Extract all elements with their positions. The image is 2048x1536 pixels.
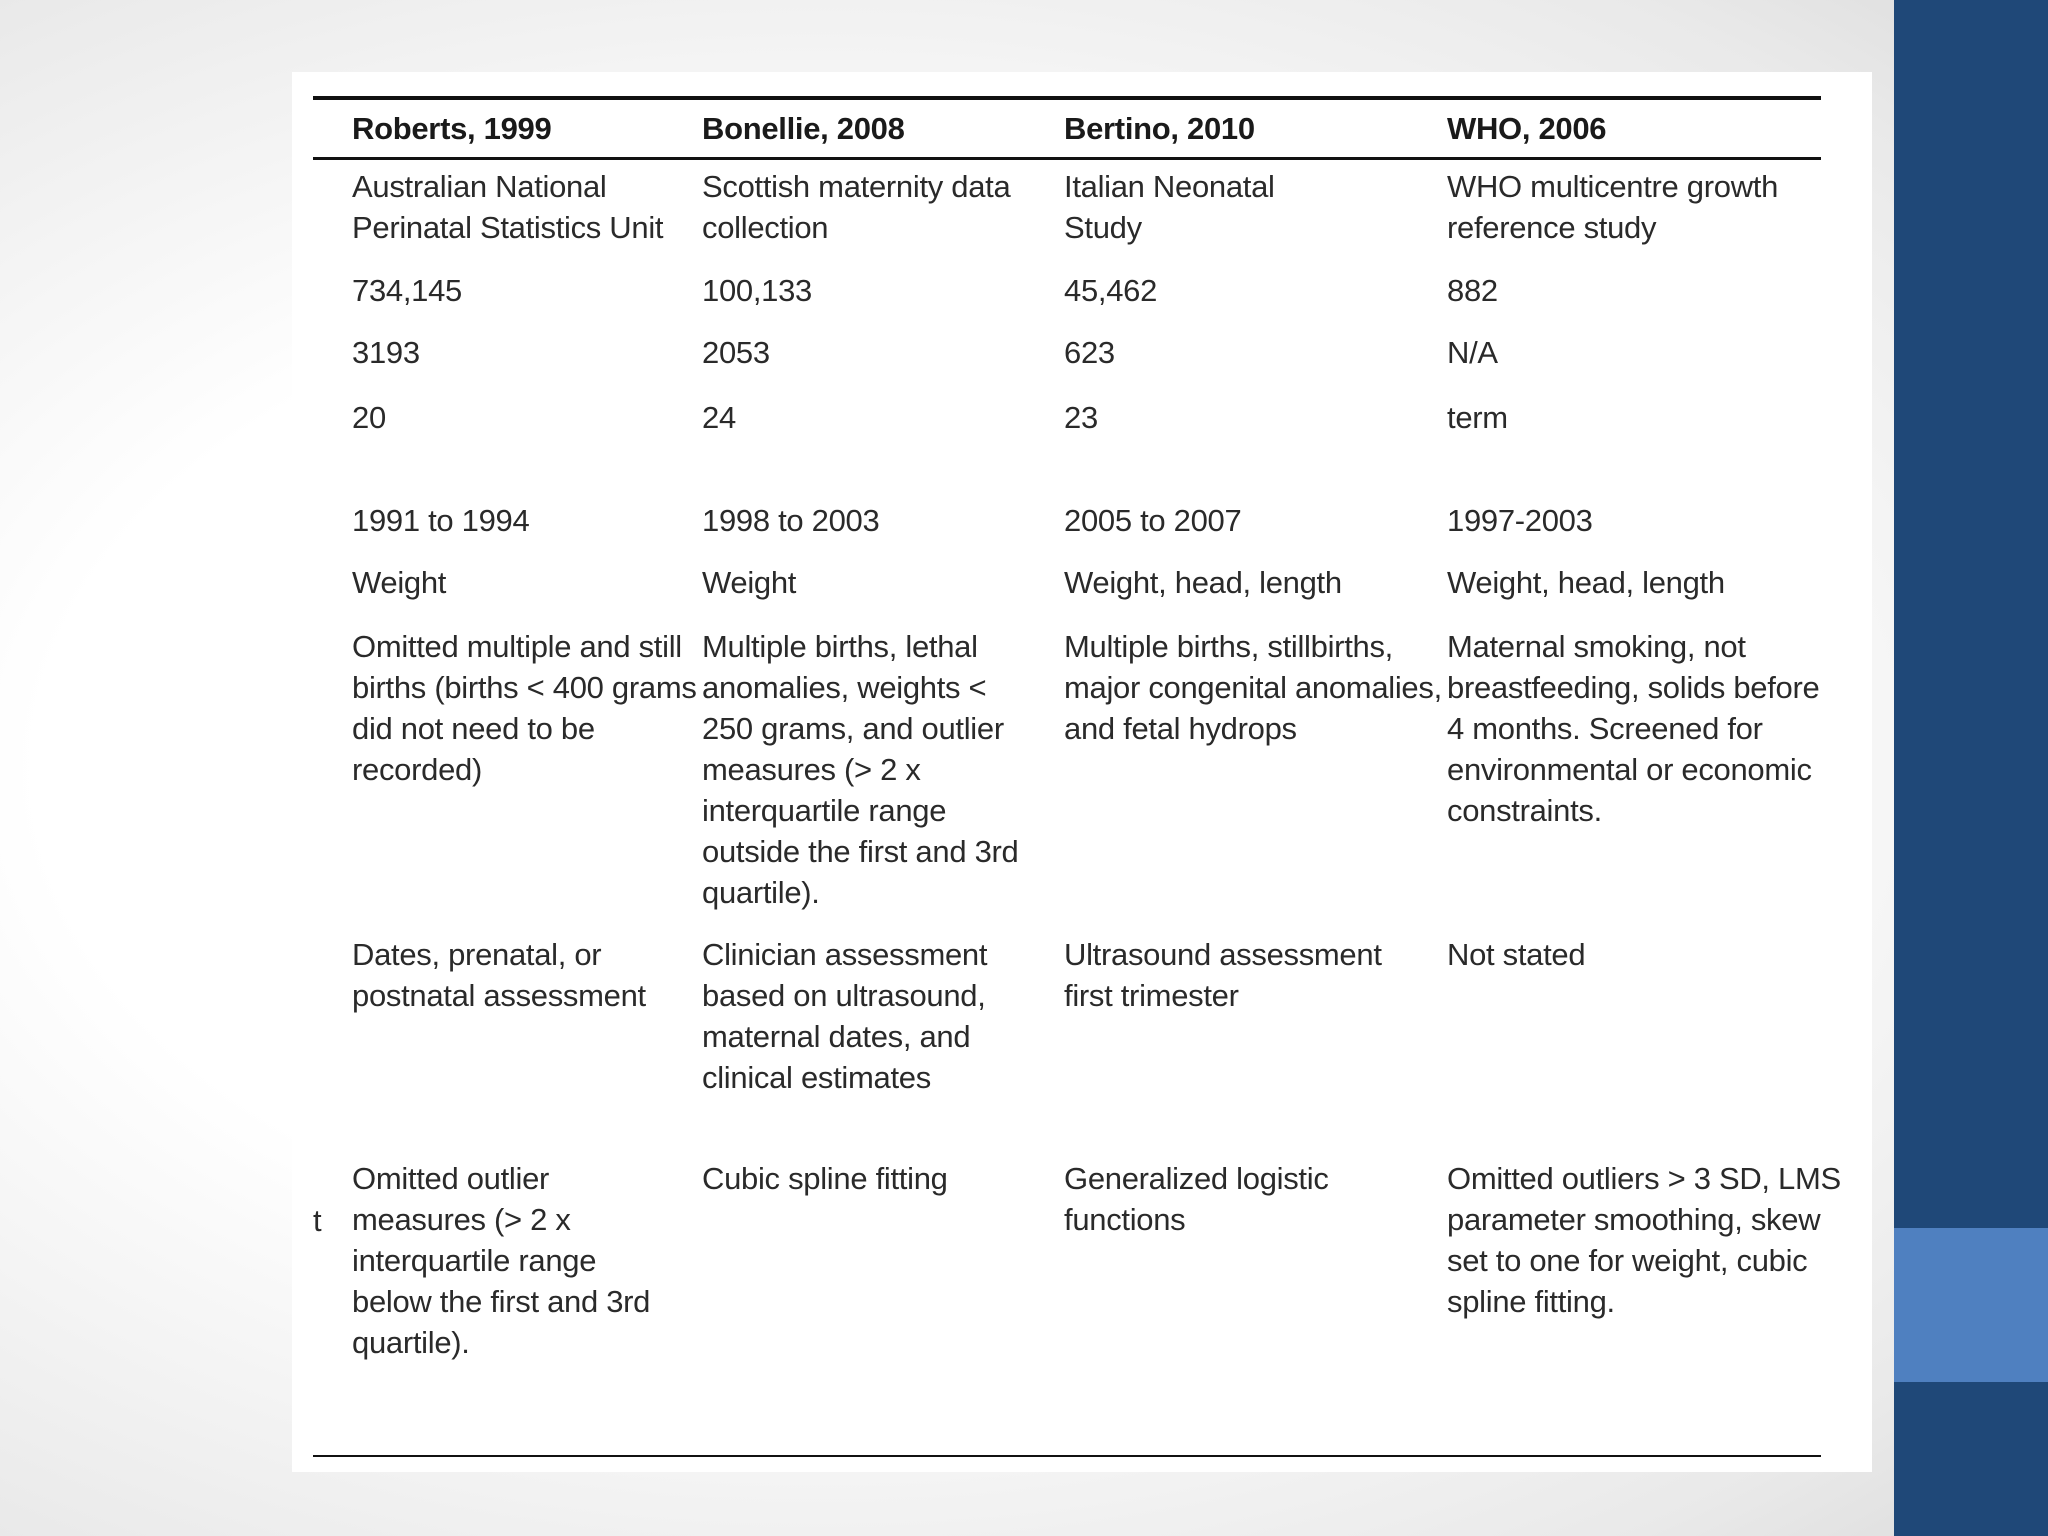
table-cell: 2053	[702, 335, 770, 370]
table-cell: 2005 to 2007	[1064, 503, 1242, 538]
table-cell: Cubic spline fitting	[702, 1161, 948, 1196]
table-cell: Ultrasound assessment first trimester	[1064, 937, 1382, 1013]
table-cell: Omitted outliers > 3 SD, LMS parameter smoothing, skew set to one for weight, cubic spline fitting.	[1447, 1161, 1841, 1319]
table-cell: Maternal smoking, not breastfeeding, solids before 4 months. Screened for environmental or economic constraints.	[1447, 629, 1820, 828]
table-cell: Omitted outlier measures (> 2 x interquartile range below the first and 3rd quartile).	[352, 1161, 651, 1360]
table-cell: 734,145	[352, 273, 462, 308]
table-bottom-rule	[313, 1455, 1821, 1457]
slide-sidebar-accent	[1894, 1228, 2048, 1382]
truncated-row-label: t	[313, 1203, 322, 1238]
table-cell: Generalized logistic functions	[1064, 1161, 1329, 1237]
table-cell: N/A	[1447, 335, 1498, 370]
table-cell: 20	[352, 400, 386, 435]
table-cell: Weight, head, length	[1447, 565, 1725, 600]
table-cell: 100,133	[702, 273, 812, 308]
table-header-rule	[313, 157, 1821, 160]
table-cell: Omitted multiple and still births (births < 400 grams did not need to be recorded)	[352, 629, 697, 787]
table-cell: Italian Neonatal Study	[1064, 169, 1275, 245]
table-cell: 23	[1064, 400, 1098, 435]
table-cell: Dates, prenatal, or postnatal assessment	[352, 937, 646, 1013]
table-cell: 24	[702, 400, 736, 435]
table-cell: Australian National Perinatal Statistics Unit	[352, 169, 664, 245]
column-header-bertino: Bertino, 2010	[1064, 111, 1255, 146]
table-cell: Scottish maternity data collection	[702, 169, 1011, 245]
table-cell: 3193	[352, 335, 420, 370]
table-cell: 623	[1064, 335, 1115, 370]
table-cell: 1998 to 2003	[702, 503, 880, 538]
table-cell: WHO multicentre growth reference study	[1447, 169, 1779, 245]
table-cell: 1991 to 1994	[352, 503, 530, 538]
table-top-rule	[313, 96, 1821, 100]
table-cell: 45,462	[1064, 273, 1158, 308]
table-cell: Weight, head, length	[1064, 565, 1342, 600]
table-cell: term	[1447, 400, 1508, 435]
table-cell: Clinician assessment based on ultrasound, maternal dates, and clinical estimates	[702, 937, 988, 1095]
table-cell: Multiple births, lethal anomalies, weights < 250 grams, and outlier measures (> 2 x interquartile range outside the first and 3rd quartile).	[702, 629, 1019, 910]
column-header-who: WHO, 2006	[1447, 111, 1607, 146]
table-cell: Multiple births, stillbirths, major congenital anomalies, and fetal hydrops	[1064, 629, 1442, 746]
table-cell: Weight	[702, 565, 797, 600]
table-cell: 882	[1447, 273, 1498, 308]
column-header-bonellie: Bonellie, 2008	[702, 111, 905, 146]
table-cell: Not stated	[1447, 937, 1586, 972]
table-cell: 1997-2003	[1447, 503, 1593, 538]
table-cell: Weight	[352, 565, 447, 600]
column-header-roberts: Roberts, 1999	[352, 111, 552, 146]
